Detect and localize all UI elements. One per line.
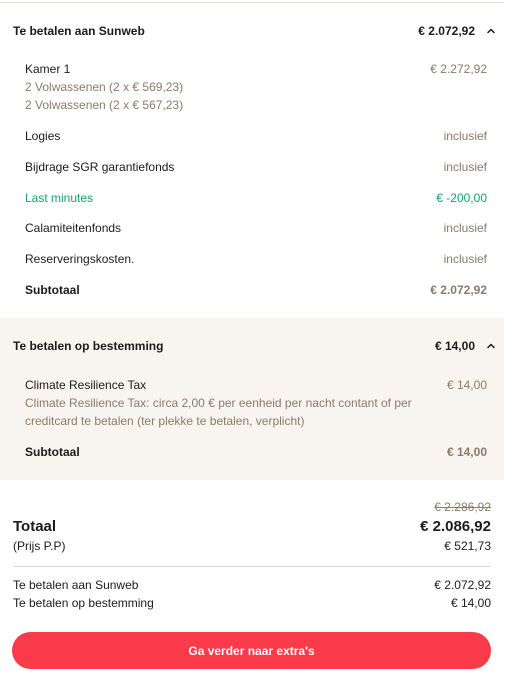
summary-destination-label: Te betalen op bestemming bbox=[13, 596, 154, 610]
summary-divider bbox=[13, 566, 491, 567]
climate-tax-description: creditcard te betalen (ter plekke te betalen, verplicht) bbox=[25, 414, 305, 428]
last-minutes-row bbox=[25, 189, 487, 207]
sunweb-section-total: € 2.072,92 bbox=[418, 24, 475, 38]
room-row bbox=[25, 60, 487, 114]
sunweb-subtotal-value: € 2.072,92 bbox=[430, 283, 487, 297]
summary-destination-row bbox=[13, 596, 491, 610]
summary-destination-value: € 14,00 bbox=[450, 596, 491, 610]
calamity-row bbox=[25, 219, 487, 237]
climate-tax-value: € 14,00 bbox=[446, 378, 487, 392]
destination-subtotal-value: € 14,00 bbox=[446, 445, 487, 459]
sgr-row bbox=[25, 158, 487, 176]
total-value: € 2.086,92 bbox=[420, 518, 491, 535]
calamity-value: inclusief bbox=[443, 221, 487, 235]
chevron-up-icon[interactable] bbox=[485, 340, 497, 352]
room-detail: 2 Volwassenen (2 x € 567,23) bbox=[25, 98, 184, 112]
price-pp-value: € 521,73 bbox=[444, 539, 491, 553]
destination-section-title: Te betalen op bestemming bbox=[13, 339, 164, 353]
climate-tax-label: Climate Resilience Tax bbox=[25, 378, 147, 392]
destination-subtotal-label: Subtotaal bbox=[25, 445, 80, 459]
sgr-label: Bijdrage SGR garantiefonds bbox=[25, 160, 175, 174]
calamity-label: Calamiteitenfonds bbox=[25, 221, 122, 235]
chevron-up-icon[interactable] bbox=[485, 25, 497, 37]
logies-value: inclusief bbox=[443, 129, 487, 143]
price-pp-row bbox=[13, 539, 491, 553]
last-minutes-label: Last minutes bbox=[25, 191, 94, 205]
climate-tax-row bbox=[25, 376, 487, 430]
reservation-row bbox=[25, 250, 487, 268]
summary-sunweb-label: Te betalen aan Sunweb bbox=[13, 578, 139, 592]
continue-to-extras-button[interactable]: Ga verder naar extra's bbox=[12, 632, 491, 669]
top-divider bbox=[0, 2, 504, 3]
summary-sunweb-value: € 2.072,92 bbox=[434, 578, 491, 592]
destination-subtotal-row bbox=[25, 443, 487, 461]
destination-section-header[interactable] bbox=[13, 336, 497, 356]
old-price: € 2.286,92 bbox=[434, 500, 491, 514]
climate-tax-description: Climate Resilience Tax: circa 2,00 € per eenheid per nacht contant of per bbox=[25, 396, 412, 410]
total-label: Totaal bbox=[13, 518, 57, 535]
reservation-label: Reserveringskosten. bbox=[25, 252, 135, 266]
summary-sunweb-row bbox=[13, 578, 491, 592]
total-row bbox=[13, 518, 491, 535]
sunweb-subtotal-row bbox=[25, 281, 487, 299]
room-value: € 2.272,92 bbox=[430, 62, 487, 76]
logies-row bbox=[25, 127, 487, 145]
room-detail: 2 Volwassenen (2 x € 569,23) bbox=[25, 80, 184, 94]
sunweb-section-title: Te betalen aan Sunweb bbox=[13, 24, 145, 38]
destination-section-total: € 14,00 bbox=[434, 339, 475, 353]
room-label: Kamer 1 bbox=[25, 62, 71, 76]
reservation-value: inclusief bbox=[443, 252, 487, 266]
last-minutes-value: € -200,00 bbox=[436, 191, 487, 205]
sunweb-subtotal-label: Subtotaal bbox=[25, 283, 80, 297]
sgr-value: inclusief bbox=[443, 160, 487, 174]
sunweb-section-header[interactable] bbox=[13, 21, 497, 41]
logies-label: Logies bbox=[25, 129, 61, 143]
price-pp-label: (Prijs P.P) bbox=[13, 539, 66, 553]
